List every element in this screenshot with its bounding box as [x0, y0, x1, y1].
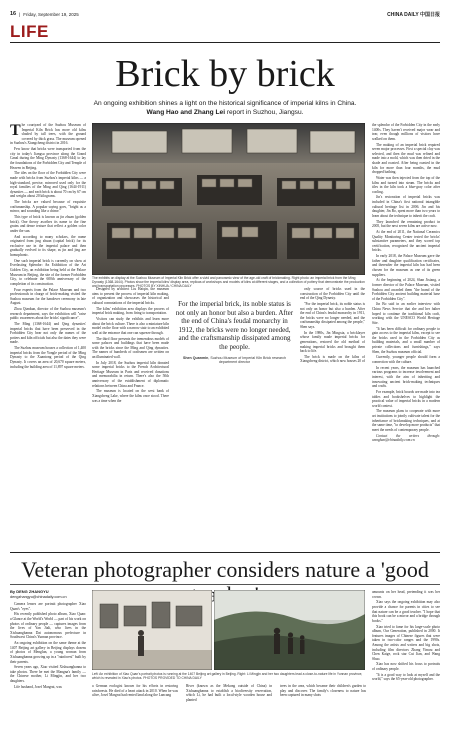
story1-paragraph: The tiles on the floor of the Forbidden City were made with bricks from Suzhou's imperial kilns — a high-standard, precise, mirrored used only for the royal families of the Ming and Qing (1644-1911) dynasties — and each brick is about 70 cm by 67 cm and weighs about 20 kilograms.	[10, 171, 86, 199]
story2-photo-caption: Left: An exhibition of Xiao Quan's portrait photos is running at the 1407 Beijing art gallery in Beijing. Right: Li Mingjin and her two daughters lead a close-to-nature life in Yunnan province, which is revealed in Xiao's photos. PHOTOS PROVIDED TO CHINA DAILY	[92, 672, 363, 680]
story2-paragraph: Xiao tried to fame for his large-scale photo album, Our Generation, published in 2000. It features images of Chinese figures that were taken in two-color ranges and the 1990s. Among the artists and writers and big shots, including film directors Zhang Yimou and Chen Kaige, rock star Cui Jian, and Wang Shuo.	[372, 624, 440, 661]
publication-name-en: CHINA DAILY	[387, 11, 419, 18]
story1-paragraph: "For the imperial brick, its noble status is not only an honor but also a burden. After the end of China's feudal monarchy in 1911, the bricks were no longer needed, and the craftsmanship dissipated among the people," Shen says.	[300, 301, 365, 329]
story1-paragraph: The brick is made on the kilns of Xiangcheng district, which now houses 20 of	[300, 354, 365, 364]
story1-paragraph: Jin's restoration of imperial bricks was included in China's first national intangible cultural heritage list in 2006. Jin and his daughter, Jin Bo, spent more than two years to learn about the technique to inherit the craft.	[372, 195, 440, 218]
story-divider	[10, 552, 440, 553]
story1-paragraph: "It has been difficult for ordinary people to gain access to the imperial kilns, except to see the bricks used in the Forbidden City as building materials, and a small number of private collections and furnishings," says Shen, the Suzhou museum official.	[372, 326, 440, 354]
story1-byline-rest: report in Suzhou, Jiangsu.	[225, 109, 304, 116]
story2-paragraph: An ongoing exhibition on the same theme at the 1407 Beijing art gallery in Beijing displays dozens of photos of Menglun, a young woman from Xishuangbanna growing up in a "rainforest" built by their parents.	[10, 641, 86, 664]
section-label: LIFE	[10, 22, 49, 41]
story2-headline: Veteran photographer considers nature a 'good	[21, 557, 429, 582]
headline-underline	[10, 584, 440, 585]
gallery-exhibition-photo	[92, 590, 212, 670]
story2-column-2	[92, 684, 178, 740]
story1-paragraph: This type of brick is known as jin zhuan (golden brick). One theory ascribes its name to the fine grains and dense texture that reflect a golden color under the sun.	[10, 215, 86, 233]
story1-paragraph: he courtyard of the Suzhou Museum of Imperial Kiln Brick has more old kilns shaded by tall trees, with the ground covered by thick grass. The museum opened in Suzhou's Xiangcheng district in 2016.	[10, 123, 86, 146]
story1-paragraph: At the end of 2011, the National Ceramics Quality Monitoring Center tested the bricks' substantive parameters, and they scored top certification, recognized the ancient imperial bricks.	[372, 230, 440, 253]
story1-paragraph: Jin Bo said in an earlier interview with China News Service that she and her father hoped to continue the traditional kiln craft, working with the UNESCO World Heritage Site.	[372, 302, 440, 325]
story1-paragraph: In recent years, the museum has launched various programs to increase involvement and interest, with the aim of inheriting and innovating ancient brick-making techniques and crafts.	[372, 365, 440, 389]
story1-paragraph: For example, brick boards are made into tea tables and bookshelves to highlight the practical value of imperial bricks in a modern world context.	[372, 389, 440, 408]
story2-paragraph: River (known as the Mekong outside of China) in Xishuangbanna to establish a biodiversity reservation, which Li, he had built a local-style wooden house and planted	[186, 684, 272, 702]
story1-paragraph: Designed by architect Liu Haiqin, the museum aims to present the process of imperial kiln making, of organization and showcases the historical and cultural connotations of the imperial bricks.	[92, 287, 169, 305]
story1-paragraph: The museum is located on the west bank of Xiangcheng Lake, where the kilns once stood. There was a time when the	[92, 389, 169, 403]
story2-paragraph: a German ecologist known for his efforts in restoring rainforests. He died of a heart attack in 2010. When he was alive, Josef Margrat had rented land along the Lancang	[92, 684, 178, 698]
story1-paragraph: the splendor of the Forbidden City in the early 1400s. They haven't received major wear and tear, even though millions of visitors have walked on them.	[372, 123, 440, 141]
story1-paragraph: And according to many scholars, the name originated from jing zhuan (capital brick) for its exclusive use in the imperial palace and then gradually evolved to its shape, as jin and jing are homophonic.	[10, 234, 86, 257]
story2-paragraph: trees in the area, which became their children's garden to play and discover. The family's closeness to nature has been captured in many shots	[280, 684, 366, 698]
story1-paragraph: In July 2018, the Suzhou imperial kiln donated some imperial bricks to the French Architectural Heritage Museum in Paris and received donations and memorabilia in return. There's also the 50th anniversary of the establishment of diplomatic relations between China and France.	[92, 360, 169, 388]
page-header	[10, 9, 440, 19]
story2-paragraph: amounts on her head, pretending it was her crown.	[372, 590, 440, 599]
pull-quote	[174, 300, 295, 365]
story1-paragraph: The kilns' exhibition area displays the process of imperial brick making, from firing to transportation.	[92, 306, 169, 316]
story2-column-4	[280, 684, 366, 740]
story2-column-3	[186, 684, 272, 740]
story2-byline	[10, 590, 90, 599]
story2-column-1	[10, 602, 86, 740]
story2-paragraph: His recently published photo album, Xiao Quan: a Glance at the World's World — part of his work on photos of ordinary people — captures images from the lives of Yan Jiali, who lives in the Xishuangbanna Dai autonomous prefecture in Southwest China's Yunnan province.	[10, 612, 86, 640]
story1-paragraph: Four experts from the Palace Museum and two professionals in charge of brick-making visited the Suzhou museum for the handover ceremony in late August.	[10, 287, 86, 306]
story1-column-3	[300, 287, 365, 549]
story2-paragraph: Xiao has now shifted his focus to portraits of ordinary people.	[372, 662, 440, 672]
header-separator: |	[19, 11, 21, 17]
story1-paragraph: Zhou Qiankun, director of the Suzhou museum's research department, says the exhibition will "raise public awareness about the bricks' significance".	[10, 307, 86, 321]
pull-quote-name: Shen Quanmin	[182, 355, 209, 360]
pull-quote-role: , Suzhou Museum of Imperial Kiln Brick research department director	[208, 355, 287, 365]
publication-name	[387, 11, 440, 18]
pull-quote-source	[174, 356, 295, 365]
story1-photo-caption: The exhibits on display at the Suzhou Museum of Imperial Kiln Brick offer a vivid and panoramic view of the age-old craft of brickmaking. Right photo: an imperial brick from the Ming Dynasty (1368-1644). Photos show the imperial kilns' display area, replicas of workshops and models of kilns at different stages, and a collection of pottery that demonstrate the production and transportation processes. PHOTOS BY XINHUA / CHINA DAILY	[92, 276, 365, 288]
rainforest-family-photo	[214, 590, 365, 670]
story1-paragraph: In the 1980s, Jin Mingxia, a bricklayer whose family made imperial bricks for generations, restored the old method of making imperial bricks and brought them back to life.	[300, 330, 365, 354]
section-divider	[10, 42, 440, 43]
story1-paragraph: The bricks are valued because of exquisite craftsmanship. A popular saying goes, "bright as a mirror, and sounding like a chime."	[10, 200, 86, 214]
contact-line: Contact the writers through: wanghao@chinadaily.com.cn	[372, 433, 440, 443]
story1-paragraph: Currently, younger people should form a connection with the culture.	[372, 355, 440, 364]
story2-byline-name: By DENG ZHANGYU	[10, 589, 49, 594]
story1-column-1	[10, 123, 86, 548]
story2-byline-email: dengzhangyu@chinadaily.com.cn	[10, 594, 67, 599]
story1-paragraph: At the beginning of 2024, Shan Jixiang, a former director of the Palace Museum, visited Suzhou and awarded them "the brand of the Forbidden City ancient building material base of the Forbidden City".	[372, 278, 440, 301]
museum-interior-photo	[92, 123, 365, 275]
story2-paragraph: Life husband, Josef Margrat, was	[14, 684, 62, 689]
story1-paragraph: The third floor presents the tremendous models of some palaces and buildings that have been made with the bricks since the Ming and Qing dynasties. The names of hundreds of craftsmen are written on an illuminated wall.	[92, 336, 169, 359]
story1-paragraph: They launched the remaining product in 2005, but the next seven kilns are active now.	[372, 219, 440, 229]
story1-paragraph: One such imperial brick is currently on show at Everlasting Splendor: An Exhibition of the Art Golden City, an exhibition being held at the Palace Museum in Beijing, the site of the former Forbidden City, to celebrate the 600th anniversary of the completion of its construction.	[10, 258, 86, 286]
story1-paragraph: only source of bricks used in the construction of the Forbidden City until the end of the Qing Dynasty.	[300, 287, 365, 301]
issue-date: Friday, September 19, 2025	[23, 11, 79, 17]
drop-cap: T	[10, 123, 21, 139]
story1-paragraph: The museum plans to cooperate with more art institutions to jointly cultivate talent for the inheritance of brickmaking techniques, and at the same time, "to develop more products" that meet the needs of contemporary people.	[372, 409, 440, 432]
page-info	[10, 11, 79, 17]
story1-byline	[10, 109, 440, 117]
story2-paragraph: Camera lenses are portrait photographer Xiao Quan's "eyes".	[10, 602, 86, 611]
story1-paragraph: The Suzhou museum houses a collection of 1,400 imperial bricks from the Yongle period of the Ming Dynasty to the Xuantong period of the Qing Dynasty. It covers an area of 20,670 square meters, including the building area of 11,897 square meters.	[10, 346, 86, 369]
story2-paragraph: Seven years ago, Xiao visited Xishuangbanna to take photos. There he met the Mangna's family — the Chinese mother, Li Mingjin, and her two daughters.	[10, 665, 86, 684]
story2-paragraph: "It is a good way to look at myself and the world," says the 65-year-old photographer.	[372, 672, 440, 682]
publication-name-cn: 中国日报	[419, 11, 440, 18]
story1-column-4	[372, 123, 440, 548]
pull-quote-text: For the imperial brick, its noble status is not only an honor but also a burden. After the end of China's feudal monarchy in 1912, the bricks were no longer needed, and the craftsmanship dissipated among the people.	[175, 300, 294, 351]
story1-byline-names: Wang Hao and Zhang Lei	[146, 109, 226, 116]
story1-column-2	[92, 287, 169, 549]
story1-headline: Brick by brick	[115, 53, 335, 95]
story1-paragraph: The Ming (1368-1644) and Qing dynasties' imperial bricks that have been preserved in the Forbidden City bear not only the names of the potters and kiln officials but also the dates they were made.	[10, 322, 86, 345]
story1-paragraph: In early 2018, the Palace Museum gave the father and daughter qualification certificates, and thereafter the imperial kiln has had been chosen for the museum as one of its green suppliers.	[372, 254, 440, 277]
story1-paragraph: The making of an imperial brick required seven major processes. First a special clay was selected, and then the mud was refined and made into a mold, which was then dried in the shade and roasted. After being roasted in the kiln for more than four months, the mud dropped bathing.	[372, 142, 440, 175]
story1-dek: An ongoing exhibition shines a light on the historical significance of imperial kilns in China.	[93, 100, 357, 107]
story1-paragraph: Few know that bricks were transported from the city in today's Jiangsu province along the Grand Canal during the Ming Dynasty (1368-1644) to lay the foundations of the Forbidden City and Temple of Heaven in Beijing.	[10, 147, 86, 170]
story2-paragraph: Xiao says the ongoing exhibition may also provide a chance for parents in cities to see that nature can be a good teacher. "I hope that this book can be a mirror and a bridge through books."	[372, 600, 440, 623]
story1-paragraph: Water was then injected from the top of the kilns and turned into steam. The bricks and tiles in the kiln took a blue-gray color after cooling.	[372, 175, 440, 194]
story1-paragraph: Visitors can study the exhibits and learn more about the brick culture. There is also a miniature kiln model on the floor with a narrow stair to an exhibited wall at the entrance that one can squeeze through.	[92, 316, 169, 335]
story2-column-5	[372, 590, 440, 740]
page-number: 16	[10, 11, 17, 17]
